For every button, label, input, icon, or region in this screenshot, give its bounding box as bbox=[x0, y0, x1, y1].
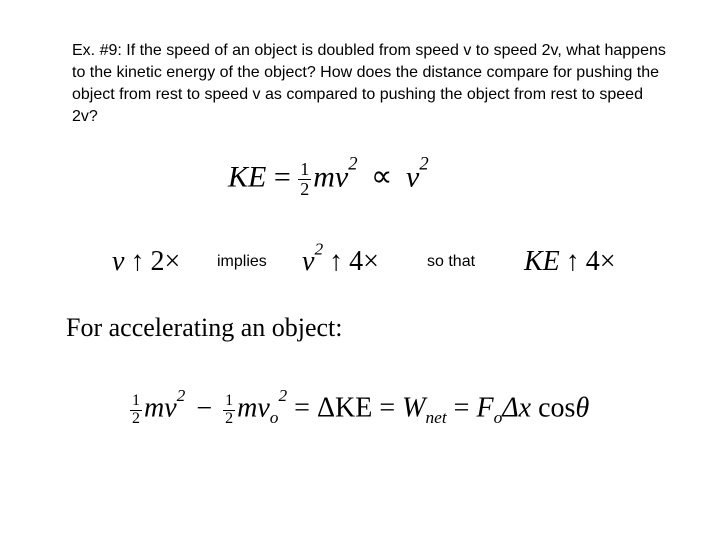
cosine-function: cos bbox=[538, 392, 576, 424]
v-variable: v bbox=[405, 160, 420, 194]
exponent: 2 bbox=[419, 153, 429, 175]
equals-sign: = bbox=[379, 392, 396, 424]
so-that-label: so that bbox=[427, 253, 476, 270]
factor-label: 2× bbox=[150, 246, 181, 277]
displacement-term: Δx bbox=[502, 392, 532, 424]
proportional-sign: ∝ bbox=[371, 160, 393, 194]
ke-quadrupled-expression bbox=[524, 248, 616, 276]
theta-symbol: θ bbox=[575, 392, 590, 424]
speed-doubled-expression bbox=[112, 248, 180, 276]
mv-term: mv bbox=[313, 160, 349, 194]
fraction-numerator: 1 bbox=[132, 392, 140, 409]
ke-symbol: KE bbox=[228, 160, 267, 194]
v-variable: v bbox=[302, 246, 315, 277]
fraction-denominator: 2 bbox=[300, 178, 310, 199]
fraction-denominator: 2 bbox=[132, 409, 140, 427]
work-symbol: W bbox=[402, 392, 426, 424]
work-energy-equation bbox=[130, 386, 590, 428]
exponent: 2 bbox=[348, 153, 358, 175]
question-text: Ex. #9: If the speed of an object is doubled from speed v to speed 2v, what happens to the kinetic energy of the object? How does the distance compare for pushing the object from rest to speed v as compared to pushing the object from rest to speed 2v? bbox=[72, 42, 666, 125]
equals-sign: = bbox=[453, 392, 470, 424]
up-arrow-icon: ↑ bbox=[565, 246, 580, 277]
one-half-fraction bbox=[298, 160, 311, 199]
kinetic-energy-equation bbox=[228, 153, 429, 199]
subscript: o bbox=[269, 407, 279, 427]
equals-sign: = bbox=[294, 392, 310, 424]
factor-label: 4× bbox=[349, 246, 379, 277]
exponent: 2 bbox=[314, 239, 324, 259]
mv-initial-term: mv bbox=[237, 392, 270, 424]
v-variable: v bbox=[112, 246, 125, 277]
one-half-fraction bbox=[223, 393, 235, 428]
force-symbol: F bbox=[476, 392, 494, 424]
mv-term: mv bbox=[144, 392, 177, 424]
fraction-numerator: 1 bbox=[225, 392, 234, 409]
equals-sign: = bbox=[273, 160, 291, 194]
implies-label: implies bbox=[217, 253, 267, 270]
exponent: 2 bbox=[278, 386, 288, 406]
minus-sign: − bbox=[196, 392, 213, 424]
subscript: net bbox=[425, 407, 447, 427]
exponent: 2 bbox=[176, 386, 186, 406]
up-arrow-icon: ↑ bbox=[329, 246, 344, 277]
subscript: o bbox=[493, 407, 503, 427]
fraction-denominator: 2 bbox=[225, 409, 234, 427]
section-subheading: For accelerating an object: bbox=[66, 313, 343, 342]
delta-ke-term: ΔKE bbox=[316, 392, 373, 424]
factor-label: 4× bbox=[585, 246, 616, 277]
v-squared-expression bbox=[302, 239, 379, 277]
up-arrow-icon: ↑ bbox=[130, 246, 145, 277]
one-half-fraction bbox=[130, 393, 142, 428]
ke-symbol: KE bbox=[524, 246, 560, 277]
fraction-numerator: 1 bbox=[300, 159, 310, 179]
